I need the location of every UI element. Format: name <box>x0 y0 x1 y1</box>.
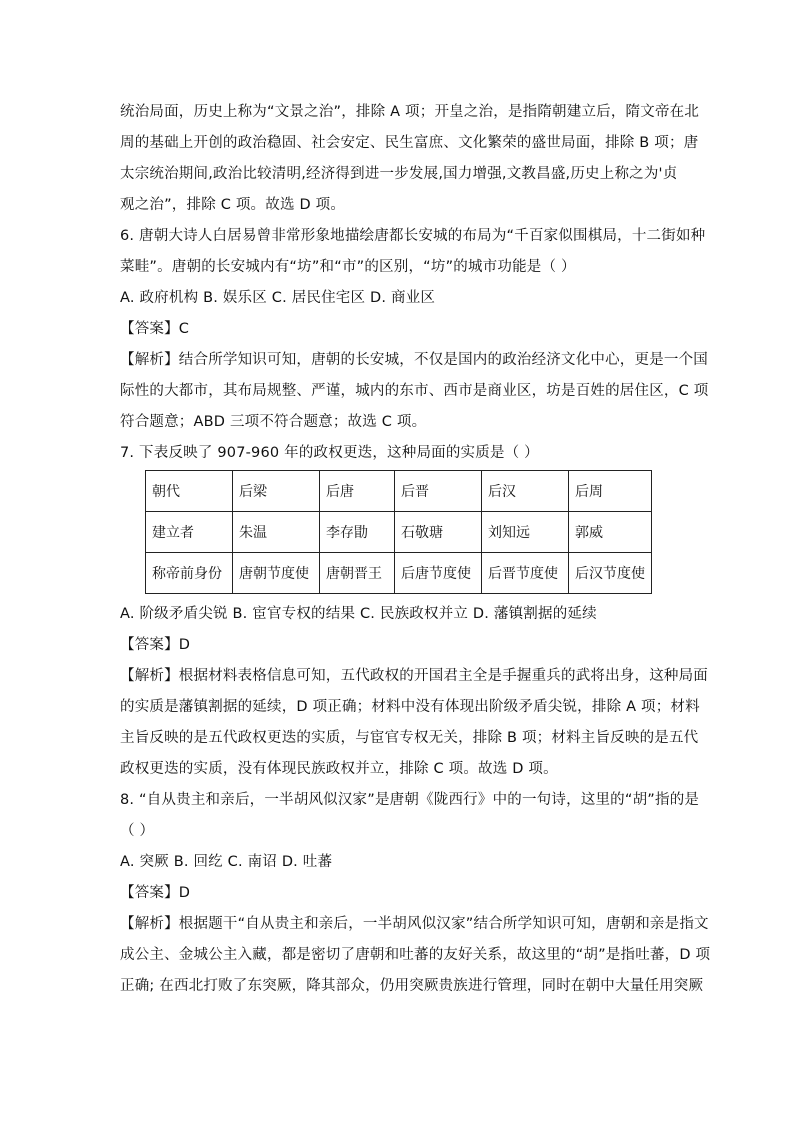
question-8-analysis: 【解析】根据题干“自从贵主和亲后，一半胡风似汉家”结合所学知识可知，唐朝和亲是指文 <box>120 916 709 932</box>
table-cell: 朱温 <box>233 512 320 553</box>
table-cell: 刘知远 <box>482 512 569 553</box>
table-cell: 后汉节度使 <box>569 553 652 594</box>
question-7-analysis: 的实质是藩镇割据的延续，D 项正确；材料中没有体现出阶级矛盾尖锐，排除 A 项；材料 <box>120 699 700 715</box>
table-cell: 后晋节度使 <box>482 553 569 594</box>
question-6-analysis: 【解析】结合所学知识可知，唐朝的长安城，不仅是国内的政治经济文化中心，更是一个国 <box>120 352 708 368</box>
question-7-stem: 7. 下表反映了 907-960 年的政权更迭，这种局面的实质是（ ） <box>120 445 539 461</box>
text-line: 周的基础上开创的政治稳固、社会安定、民生富庶、文化繁荣的盛世局面，排除 B 项；唐 <box>120 135 699 151</box>
table-cell: 后晋 <box>395 471 482 512</box>
question-6-options: A. 政府机构 B. 娱乐区 C. 居民住宅区 D. 商业区 <box>120 290 436 306</box>
table-cell: 后唐节度使 <box>395 553 482 594</box>
question-8-options: A. 突厥 B. 回纥 C. 南诏 D. 吐蕃 <box>120 854 333 870</box>
table-cell: 后汉 <box>482 471 569 512</box>
table-cell: 后唐 <box>320 471 395 512</box>
question-7-answer: 【答案】D <box>120 637 191 653</box>
table-cell: 称帝前身份 <box>146 553 233 594</box>
regime-table <box>145 470 652 594</box>
question-8-answer: 【答案】D <box>120 885 191 901</box>
table-cell: 朝代 <box>146 471 233 512</box>
question-6-analysis: 符合题意；ABD 三项不符合题意；故选 C 项。 <box>120 414 427 430</box>
question-7-analysis: 政权更迭的实质，没有体现民族政权并立，排除 C 项。故选 D 项。 <box>120 761 558 777</box>
question-7-analysis: 【解析】根据材料表格信息可知，五代政权的开国君主全是手握重兵的武将出身，这种局面 <box>120 668 708 684</box>
question-8-analysis: 正确; 在西北打败了东突厥，降其部众，仍用突厥贵族进行管理，同时在朝中大量任用突厥 <box>120 978 704 994</box>
table-cell: 建立者 <box>146 512 233 553</box>
question-6-analysis: 际性的大都市，其布局规整、严谨，城内的东市、西市是商业区，坊是百姓的居住区，C 项 <box>120 383 709 399</box>
table-row <box>146 512 652 553</box>
question-7-analysis: 主旨反映的是五代政权更迭的实质，与宦官专权无关，排除 B 项；材料主旨反映的是五代 <box>120 730 699 746</box>
table-cell: 李存勖 <box>320 512 395 553</box>
table-row <box>146 471 652 512</box>
question-8-analysis: 成公主、金城公主入藏，都是密切了唐朝和吐蕃的友好关系，故这里的“胡”是指吐蕃，D 项 <box>120 947 711 963</box>
table-cell: 唐朝节度使 <box>233 553 320 594</box>
text-line: 太宗统治期间,政治比较清明,经济得到进一步发展,国力增强,文教昌盛,历史上称之为'贞 <box>120 166 678 182</box>
table-cell: 石敬瑭 <box>395 512 482 553</box>
question-7-options: A. 阶级矛盾尖锐 B. 宦官专权的结果 C. 民族政权并立 D. 藩镇割据的延续 <box>120 606 597 622</box>
question-8-stem: （ ） <box>120 823 155 839</box>
question-6-stem: 6. 唐朝大诗人白居易曾非常形象地描绘唐都长安城的布局为“千百家似围棋局，十二街如种 <box>120 228 706 244</box>
table-cell: 后周 <box>569 471 652 512</box>
question-6-answer: 【答案】C <box>120 321 190 337</box>
question-8-stem: 8. “自从贵主和亲后，一半胡风似汉家”是唐朝《陇西行》中的一句诗，这里的“胡”指的是 <box>120 792 700 808</box>
table-cell: 郭威 <box>569 512 652 553</box>
table-cell: 后梁 <box>233 471 320 512</box>
table-row <box>146 553 652 594</box>
table-cell: 唐朝晋王 <box>320 553 395 594</box>
text-line: 统治局面，历史上称为“文景之治”，排除 A 项；开皇之治，是指隋朝建立后，隋文帝在北 <box>120 104 700 120</box>
question-6-stem: 菜畦”。唐朝的长安城内有“坊”和“市”的区别，“坊”的城市功能是（ ） <box>120 259 576 275</box>
text-line: 观之治”，排除 C 项。故选 D 项。 <box>120 197 346 213</box>
